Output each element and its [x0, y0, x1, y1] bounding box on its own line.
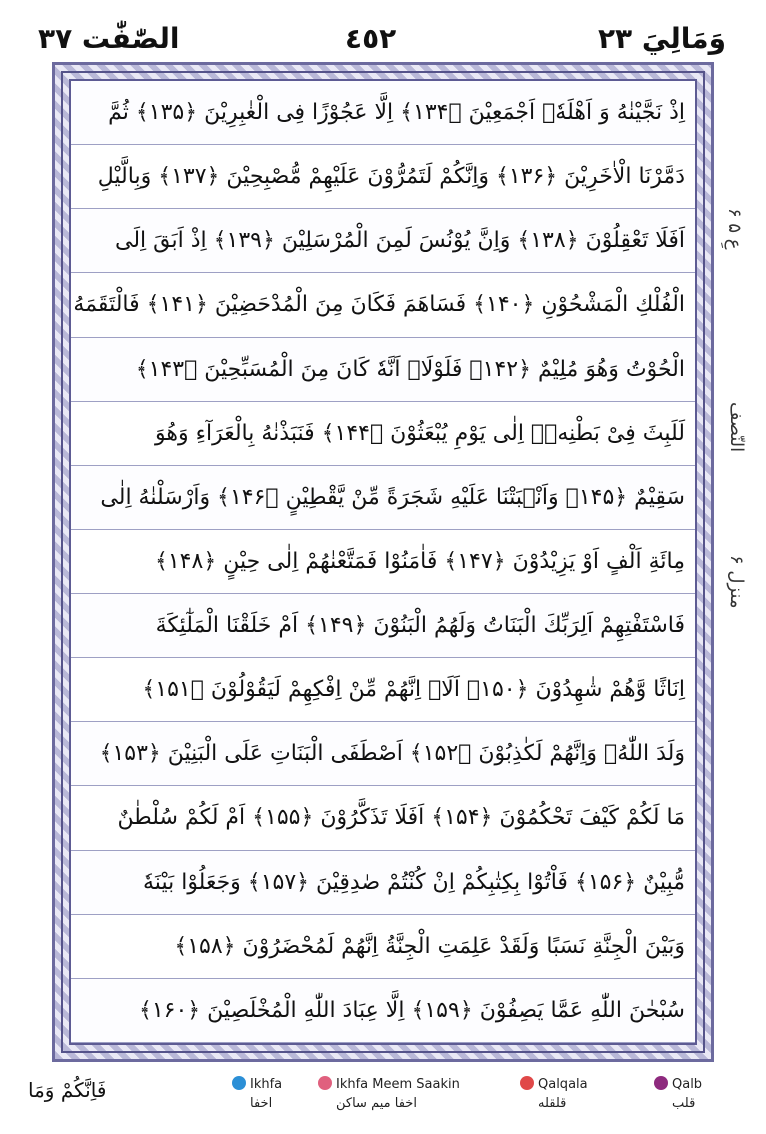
- legend-label: Qalqala: [538, 1077, 588, 1092]
- text-line-6: لَلَبِثَ فِیْ بَطْنِهٖۤ اِلٰى يَوْمِ يُبْعَثُوْنَ ﴿۱۴۴﴾ فَنَبَذْنٰهُ بِالْعَرَآءِ وَهُوَ: [71, 402, 695, 466]
- legend-urdu: اخفا: [250, 1096, 273, 1111]
- legend-label: Qalb: [672, 1077, 703, 1092]
- text-line-3: اَفَلَا تَعْقِلُوْنَ ﴿۱۳۸﴾ وَاِنَّ يُوْنُسَ لَمِنَ الْمُرْسَلِيْنَ ﴿۱۳۹﴾ اِذْ اَبَقَ اِلَى: [71, 209, 695, 273]
- legend-label: Ikhfa Meem Saakin: [336, 1077, 460, 1092]
- ikhfa-meem-color-dot-icon: [318, 1076, 332, 1090]
- manzil-marker: منزل ۶: [726, 555, 747, 609]
- text-line-10: اِنَاثًا وَّهُمْ شٰهِدُوْنَ ﴿۱۵۰﴾ اَلَاۤ اِنَّهُمْ مِّنْ اِفْكِهِمْ لَيَقُوْلُوْنَ ﴿۱۵۱﴾: [71, 658, 695, 722]
- surah-title: الصّٰفّٰت ٣٧: [38, 22, 180, 55]
- legend-ikhfa: [232, 1076, 282, 1111]
- nisf-marker: النّصف: [726, 402, 747, 453]
- text-line-11: وَلَدَ اللّٰهُۙ وَاِنَّهُمْ لَكٰذِبُوْنَ ﴿۱۵۲﴾ اَصْطَفَى الْبَنَاتِ عَلَى الْبَنِيْنَ ﴿۱۵۳﴾: [71, 722, 695, 786]
- text-area: [69, 79, 697, 1045]
- text-line-15: سُبْحٰنَ اللّٰهِ عَمَّا يَصِفُوْنَ ﴿۱۵۹﴾ اِلَّا عِبَادَ اللّٰهِ الْمُخْلَصِيْنَ ﴿۱۶۰﴾: [71, 979, 695, 1043]
- legend-urdu: قلب: [672, 1096, 696, 1111]
- text-line-5: الْحُوْتُ وَهُوَ مُلِيْمٌ ﴿۱۴۲﴾ فَلَوْلَاۤ اَنَّهٗ كَانَ مِنَ الْمُسَبِّحِيْنَ ﴿۱۴۳﴾: [71, 338, 695, 402]
- text-line-2: دَمَّرْنَا الْاٰخَرِيْنَ ﴿۱۳۶﴾ وَاِنَّكُمْ لَتَمُرُّوْنَ عَلَيْهِمْ مُّصْبِحِيْنَ ﴿۱۳۷﴾ وَبِالَّيْلِ: [71, 145, 695, 209]
- page-number: ٤٥٢: [345, 22, 397, 55]
- text-line-12: مَا لَكُمْ كَيْفَ تَحْكُمُوْنَ ﴿۱۵۴﴾ اَفَلَا تَذَكَّرُوْنَ ﴿۱۵۵﴾ اَمْ لَكُمْ سُلْطٰنٌ: [71, 786, 695, 850]
- page-border: [52, 62, 714, 1062]
- legend-qalqala: [520, 1076, 588, 1111]
- qalb-color-dot-icon: [654, 1076, 668, 1090]
- page-header: [0, 0, 766, 64]
- text-line-14: وَبَيْنَ الْجِنَّةِ نَسَبًا وَلَقَدْ عَلِمَتِ الْجِنَّةُ اِنَّهُمْ لَمُحْضَرُوْنَ ﴿۱۵۸﴾: [71, 915, 695, 979]
- legend-urdu: اخفا میم ساکن: [336, 1096, 417, 1111]
- text-line-13: مُّبِيْنٌ ﴿۱۵۶﴾ فَاْتُوْا بِكِتٰبِكُمْ اِنْ كُنْتُمْ صٰدِقِيْنَ ﴿۱۵۷﴾ وَجَعَلُوْا بَيْنَهٗ: [71, 851, 695, 915]
- para-title: وَمَالِيَ ٢٣: [597, 22, 726, 55]
- legend-ikhfa-meem-saakin: [318, 1076, 460, 1111]
- text-line-9: فَاسْتَفْتِهِمْ اَلِرَبِّكَ الْبَنَاتُ وَلَهُمُ الْبَنُوْنَ ﴿۱۴۹﴾ اَمْ خَلَقْنَا الْمَلٰٓئِكَةَ: [71, 594, 695, 658]
- catchword: فَاِنَّكُمْ وَمَا: [28, 1078, 107, 1102]
- ruku-marker: عِ ۵ ۶: [724, 208, 745, 250]
- text-line-8: مِائَةِ اَلْفٍ اَوْ يَزِيْدُوْنَ ﴿۱۴۷﴾ فَاٰمَنُوْا فَمَتَّعْنٰهُمْ اِلٰى حِيْنٍ ﴿۱۴۸﴾: [71, 530, 695, 594]
- text-line-1: اِذْ نَجَّيْنٰهُ وَ اَهْلَهٗۤ اَجْمَعِيْنَ ﴿۱۳۴﴾ اِلَّا عَجُوْزًا فِی الْغٰبِرِيْنَ ﴿۱۳۵﴾ ثُمَّ: [71, 81, 695, 145]
- ikhfa-color-dot-icon: [232, 1076, 246, 1090]
- legend-qalb: [654, 1076, 702, 1111]
- legend-urdu: قلقله: [538, 1096, 567, 1111]
- legend-label: Ikhfa: [250, 1077, 283, 1092]
- qalqala-color-dot-icon: [520, 1076, 534, 1090]
- text-line-4: الْفُلْكِ الْمَشْحُوْنِ ﴿۱۴۰﴾ فَسَاهَمَ فَكَانَ مِنَ الْمُدْحَضِيْنَ ﴿۱۴۱﴾ فَالْتَقَمَهُ: [71, 273, 695, 337]
- page-footer: [0, 1070, 766, 1134]
- text-line-7: سَقِيْمٌ ﴿۱۴۵﴾ وَاَنْۢبَتْنَا عَلَيْهِ شَجَرَةً مِّنْ يَّقْطِيْنٍ ﴿۱۴۶﴾ وَاَرْسَلْنٰهُ اِلٰى: [71, 466, 695, 530]
